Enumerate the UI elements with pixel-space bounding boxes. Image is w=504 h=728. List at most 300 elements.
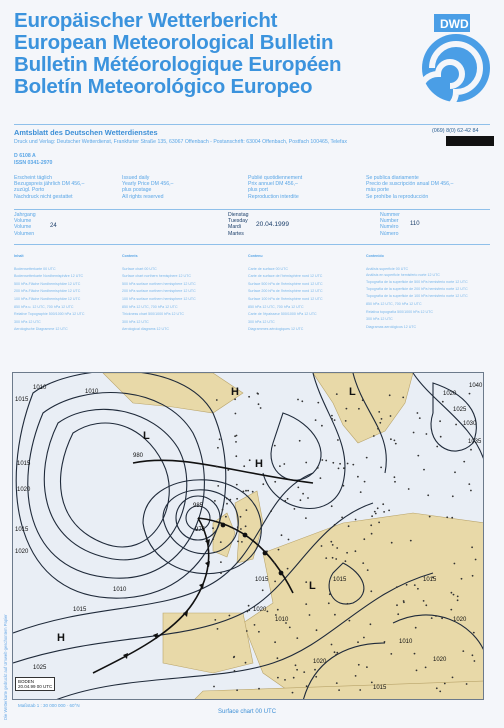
- pricing-fr: [248, 175, 302, 200]
- contents-item: Topografía de la superficie de 200 hPa hemisferio norte 12 UTC: [366, 287, 468, 292]
- station-dot: [237, 526, 239, 528]
- station-dot: [378, 411, 380, 413]
- day-label: Tuesday: [228, 218, 248, 225]
- station-dot: [214, 619, 216, 621]
- contents-item: Surface 500 hPa de l'hémisphère nord 12 UTC: [248, 281, 323, 286]
- station-dot: [235, 455, 237, 457]
- pricing-line: Reproduction interdite: [248, 193, 299, 200]
- contents-item: Aerologische Diagramme 12 UTC: [14, 327, 68, 332]
- station-dot: [472, 575, 474, 577]
- station-dot: [473, 632, 475, 634]
- station-dot: [283, 463, 285, 465]
- isobar: [61, 423, 170, 547]
- isobar-value-label: 1010: [85, 389, 99, 395]
- station-dot: [347, 603, 349, 605]
- station-dot: [394, 476, 396, 478]
- station-dot: [352, 464, 354, 466]
- station-dot: [425, 667, 427, 669]
- station-dot: [414, 653, 416, 655]
- station-dot: [306, 685, 308, 687]
- station-dot: [229, 615, 231, 617]
- number-label: Numéro: [380, 224, 399, 231]
- station-dot: [444, 683, 446, 685]
- station-dot: [457, 596, 459, 598]
- contents-item: 850 hPa u. 12 UTC, 700 hPa 12 UTC: [14, 304, 74, 309]
- station-dot: [245, 662, 247, 664]
- station-dot: [454, 471, 456, 473]
- station-dot: [472, 654, 474, 656]
- station-dot: [331, 505, 333, 507]
- station-dot: [357, 476, 359, 478]
- station-dot: [390, 438, 392, 440]
- station-dot: [390, 653, 392, 655]
- station-dot: [338, 689, 340, 691]
- pricing-line: Prix annuel DM 456,–: [248, 181, 298, 188]
- station-dot: [216, 399, 218, 401]
- station-dot: [470, 449, 472, 451]
- isobar-value-label: 1015: [15, 397, 29, 403]
- station-dot: [423, 600, 425, 602]
- station-dot: [334, 419, 336, 421]
- contents-item: Análisis en superficie hemisferio norte 12 UTC: [366, 273, 440, 278]
- station-dot: [279, 465, 281, 467]
- station-dot: [249, 459, 251, 461]
- station-dot: [258, 688, 260, 690]
- volume-label: Volumen: [14, 230, 35, 237]
- isobar-value-label: 1025: [453, 407, 467, 413]
- station-dot: [370, 623, 372, 625]
- pressure-center-label: L: [349, 386, 356, 398]
- map-graphic: [13, 373, 484, 700]
- station-dot: [470, 490, 472, 492]
- contents-item: 100 hPa-Fläche Nordhemisphäre 12 UTC: [14, 296, 81, 301]
- station-dot: [455, 424, 457, 426]
- station-dot: [247, 611, 249, 613]
- station-dot: [451, 592, 453, 594]
- station-dot: [277, 609, 279, 611]
- pricing-line: plus postage: [122, 187, 152, 194]
- station-dot: [258, 403, 260, 405]
- contents-item: 300 hPa 12 UTC: [14, 319, 41, 324]
- station-dot: [336, 393, 338, 395]
- station-dot: [463, 461, 465, 463]
- station-dot: [303, 671, 305, 673]
- station-dot: [475, 559, 477, 561]
- station-dot: [296, 637, 298, 639]
- pressure-center-label: L: [143, 430, 150, 442]
- station-dot: [270, 510, 272, 512]
- station-dot: [225, 516, 227, 518]
- station-dot: [307, 497, 309, 499]
- station-dot: [292, 692, 294, 694]
- station-dot: [317, 467, 319, 469]
- station-dot: [367, 569, 369, 571]
- isobar-value-label: 1015: [17, 461, 31, 467]
- contents-rule: [14, 244, 490, 245]
- station-dot: [446, 516, 448, 518]
- station-dot: [423, 469, 425, 471]
- station-dot: [329, 593, 331, 595]
- station-dot: [366, 666, 368, 668]
- station-dot: [346, 552, 348, 554]
- station-dot: [345, 560, 347, 562]
- station-dot: [278, 549, 280, 551]
- station-dot: [235, 441, 237, 443]
- occluded-front: [133, 460, 313, 483]
- station-dot: [417, 412, 419, 414]
- contents-item: Surface 100 hPa de l'hémisphère nord 12 UTC: [248, 296, 323, 301]
- station-dot: [416, 670, 418, 672]
- station-dot: [243, 491, 245, 493]
- issue-number: 110: [410, 221, 420, 227]
- station-dot: [226, 498, 228, 500]
- station-dot: [236, 484, 238, 486]
- station-dot: [297, 487, 299, 489]
- station-dot: [346, 408, 348, 410]
- station-dot: [410, 540, 412, 542]
- station-dot: [281, 534, 283, 536]
- station-dot: [325, 557, 327, 559]
- isobar-value-label: 1015: [333, 577, 347, 583]
- station-dot: [274, 641, 276, 643]
- station-dot: [375, 513, 377, 515]
- station-dot: [450, 609, 452, 611]
- isobar-value-label: 1020: [443, 391, 457, 397]
- isobar-value-label: 1015: [423, 577, 437, 583]
- station-dot: [236, 689, 238, 691]
- isobar-value-label: 1020: [433, 657, 447, 663]
- volume-label: Volume: [14, 224, 32, 231]
- station-dot: [403, 600, 405, 602]
- station-dot: [394, 481, 396, 483]
- pricing-line: Yearly Price DM 456,–: [122, 181, 174, 188]
- station-dot: [241, 541, 243, 543]
- pricing-en: [122, 175, 173, 200]
- station-dot: [240, 516, 242, 518]
- isobar-value-label: 1015: [15, 527, 29, 533]
- station-dot: [217, 628, 219, 630]
- station-dot: [213, 686, 215, 688]
- station-dot: [348, 525, 350, 527]
- pressure-center-label: H: [231, 386, 239, 398]
- station-dot: [389, 394, 391, 396]
- station-dot: [436, 687, 438, 689]
- station-dot: [220, 572, 222, 574]
- contents-item: 200 hPa surface northern hemisphere 12 UTC: [122, 289, 196, 294]
- isobar-value-label: 1020: [453, 617, 467, 623]
- station-dot: [336, 682, 338, 684]
- day-labels: [228, 212, 248, 237]
- station-dot: [461, 578, 463, 580]
- station-dot: [246, 509, 248, 511]
- station-dot: [440, 436, 442, 438]
- station-dot: [362, 399, 364, 401]
- station-dot: [452, 495, 454, 497]
- station-dot: [378, 522, 380, 524]
- contents-block: [14, 253, 494, 349]
- station-dot: [358, 408, 360, 410]
- contents-item: 500 hPa surface northern hemisphere 12 UTC: [122, 281, 196, 286]
- contents-item: Surface chart northern hemisphere 12 UTC: [122, 274, 191, 279]
- header-rule: [14, 124, 490, 125]
- station-dot: [359, 689, 361, 691]
- station-dot: [363, 538, 365, 540]
- station-dot: [396, 586, 398, 588]
- station-dot: [266, 550, 268, 552]
- station-dot: [402, 397, 404, 399]
- isobar-value-label: 1010: [399, 639, 413, 645]
- isobar-value-label: 985: [193, 503, 204, 509]
- station-dot: [381, 418, 383, 420]
- isobar-value-label: 1035: [468, 439, 482, 445]
- station-dot: [382, 503, 384, 505]
- station-dot: [334, 651, 336, 653]
- volume-label: Jahrgang: [14, 212, 36, 218]
- isobar-value-label: 1020: [253, 607, 267, 613]
- contents-item: Bodenwetterkarte 00 UTC: [14, 266, 56, 271]
- station-dot: [371, 533, 373, 535]
- isobar-value-label: 1015: [73, 607, 87, 613]
- station-dot: [321, 425, 323, 427]
- surface-weather-map: [12, 372, 484, 700]
- station-dot: [267, 611, 269, 613]
- isobar-value-label: 975: [195, 527, 206, 533]
- station-dot: [309, 614, 311, 616]
- amtsblatt-heading: Amtsblatt des Deutschen Wetterdienstes: [14, 128, 158, 137]
- pricing-line: Publié quotidiennement: [248, 175, 303, 181]
- station-dot: [343, 467, 345, 469]
- station-dot: [294, 508, 296, 510]
- station-dot: [274, 445, 276, 447]
- station-dot: [462, 650, 464, 652]
- station-dot: [339, 463, 341, 465]
- map-caption: Surface chart 00 UTC: [218, 709, 277, 715]
- contents-item: 300 hPa 12 UTC: [248, 319, 275, 324]
- pricing-rule: [14, 209, 490, 210]
- station-dot: [289, 627, 291, 629]
- warm-front-semicircle: [243, 533, 248, 538]
- pricing-line: Nachdruck nicht gestattet: [14, 193, 73, 200]
- station-dot: [427, 494, 429, 496]
- contents-item: 200 hPa-Fläche Nordhemisphäre 12 UTC: [14, 289, 81, 294]
- contents-item: 850 hPa 12 UTC, 700 hPa 12 UTC: [248, 304, 304, 309]
- ireland: [213, 513, 235, 557]
- station-dot: [334, 524, 336, 526]
- issue-date: 20.04.1999: [256, 221, 290, 228]
- station-dot: [262, 483, 264, 485]
- station-dot: [287, 498, 289, 500]
- pricing-line: más porte: [366, 187, 390, 194]
- station-dot: [331, 418, 333, 420]
- station-dot: [275, 614, 277, 616]
- station-dot: [336, 547, 338, 549]
- contents-item: Carte de surface de l'hémisphère nord 12 UTC: [248, 274, 323, 279]
- station-dot: [247, 490, 249, 492]
- station-dot: [284, 679, 286, 681]
- station-dot: [299, 440, 301, 442]
- map-stamp: [15, 677, 55, 691]
- number-label: Number: [380, 218, 399, 225]
- contents-item: Análisis superficie 00 UTC: [366, 266, 409, 271]
- contents-es: [366, 253, 491, 332]
- station-dot: [439, 691, 441, 693]
- contents-item: Surface chart 00 UTC: [122, 266, 157, 271]
- station-dot: [277, 657, 279, 659]
- number-labels: [380, 212, 400, 237]
- station-dot: [441, 617, 443, 619]
- title-en: European Meteorological Bulletin: [14, 31, 334, 54]
- station-dot: [394, 440, 396, 442]
- station-dot: [379, 422, 381, 424]
- station-dot: [335, 558, 337, 560]
- contents-de: [14, 253, 84, 334]
- station-dot: [406, 584, 408, 586]
- contents-item: Aerological diagrams 12 UTC: [122, 327, 169, 332]
- station-dot: [236, 498, 238, 500]
- contents-item: Thickness chart 500/1000 hPa 12 UTC: [122, 312, 184, 317]
- pricing-line: Erscheint täglich: [14, 175, 53, 181]
- pricing-de: [14, 175, 84, 200]
- volume-label: Volume: [14, 218, 32, 225]
- station-dot: [466, 683, 468, 685]
- station-dot: [320, 477, 322, 479]
- station-dot: [302, 493, 304, 495]
- contents-item: Bodenwetterkarte Nordhemisphäre 12 UTC: [14, 274, 84, 279]
- phone-number: (069) 8(0) 62-42 84: [432, 128, 479, 134]
- station-dot: [235, 413, 237, 415]
- pricing-line: Precio de suscripción anual DM 456,–: [366, 181, 454, 188]
- station-dot: [305, 581, 307, 583]
- side-note: Die Wetterkarte gedruckt auf Umwelt-geschontem Papier: [3, 614, 8, 720]
- station-dot: [287, 568, 289, 570]
- title-es: Boletín Meteorológico Europeo: [14, 75, 313, 98]
- contents-item: Topografía de la superficie de 100 hPa hemisferio norte 12 UTC: [366, 294, 468, 299]
- contents-item: Topografía de la superficie de 500 hPa hemisferio norte 12 UTC: [366, 280, 468, 285]
- station-dot: [439, 420, 441, 422]
- pressure-center-label: L: [309, 580, 316, 592]
- day-label: Mardi: [228, 224, 241, 231]
- contents-item: Carte de l'épaisseur 500/1000 hPa 12 UTC: [248, 312, 317, 317]
- volume-labels: [14, 212, 36, 237]
- contents-item: 500 hPa-Fläche Nordhemisphäre 12 UTC: [14, 281, 81, 286]
- station-dot: [284, 500, 286, 502]
- station-dot: [245, 490, 247, 492]
- station-dot: [414, 584, 416, 586]
- day-label: Dienstag: [228, 212, 249, 218]
- map-scale: Maßstab 1 : 30 000 000 · 60°N: [18, 703, 80, 708]
- isobar-value-label: 980: [133, 453, 144, 459]
- isobar-value-label: 1010: [275, 617, 289, 623]
- isobar-value-label: 1010: [113, 587, 127, 593]
- scandinavia: [313, 373, 413, 443]
- contents-item: Carte de surface 00 UTC: [248, 266, 288, 271]
- station-dot: [336, 652, 338, 654]
- station-dot: [341, 517, 343, 519]
- station-dot: [471, 546, 473, 548]
- station-dot: [374, 511, 376, 513]
- station-dot: [442, 401, 444, 403]
- pricing-line: Se publica diariamente: [366, 175, 419, 181]
- contents-item: Diagrammes aérologiques 12 UTC: [248, 327, 304, 332]
- station-dot: [314, 669, 316, 671]
- station-dot: [384, 641, 386, 643]
- station-dot: [234, 398, 236, 400]
- station-dot: [425, 604, 427, 606]
- station-dot: [217, 485, 219, 487]
- station-dot: [262, 589, 264, 591]
- great-britain: [235, 491, 263, 563]
- station-dot: [220, 541, 222, 543]
- station-dot: [301, 400, 303, 402]
- contents-item: 300 hPa 12 UTC: [366, 317, 393, 322]
- station-dot: [293, 677, 295, 679]
- station-dot: [328, 602, 330, 604]
- pricing-line: Bezugspreis jährlich DM 456,–: [14, 181, 85, 188]
- station-dot: [300, 499, 302, 501]
- isobar-value-label: 1020: [15, 549, 29, 555]
- station-dot: [332, 462, 334, 464]
- station-dot: [364, 481, 366, 483]
- pricing-line: Se prohíbe la reproducción: [366, 193, 429, 200]
- station-dot: [451, 517, 453, 519]
- title-fr: Bulletin Météorologique Européen: [14, 53, 342, 76]
- pressure-center-label: H: [255, 458, 263, 470]
- station-dot: [453, 594, 455, 596]
- station-dot: [362, 562, 364, 564]
- station-dot: [234, 670, 236, 672]
- station-dot: [370, 524, 372, 526]
- station-dot: [321, 459, 323, 461]
- station-dot: [297, 399, 299, 401]
- number-label: Nummer: [380, 212, 400, 218]
- station-dot: [260, 407, 262, 409]
- station-dot: [338, 468, 340, 470]
- station-dot: [254, 624, 256, 626]
- station-dot: [366, 457, 368, 459]
- station-dot: [332, 544, 334, 546]
- continental-europe: [243, 513, 484, 700]
- station-dot: [317, 402, 319, 404]
- contents-en: [122, 253, 196, 334]
- station-dot: [390, 415, 392, 417]
- station-dot: [469, 393, 471, 395]
- station-dot: [222, 509, 224, 511]
- station-dot: [383, 511, 385, 513]
- dwd-logo: [416, 8, 498, 108]
- station-dot: [248, 609, 250, 611]
- contents-fr: [248, 253, 323, 334]
- pricing-line: zuzügl. Porto: [14, 187, 45, 194]
- station-dot: [296, 669, 298, 671]
- publisher-address: Druck und Verlag: Deutscher Wetterdienst, Frankfurter Straße 135, 63067 Offenbach - Postanschrift: 63004 Offenbach, Postfach 100465, Telefax: [14, 139, 347, 145]
- station-dot: [388, 510, 390, 512]
- station-dot: [248, 605, 250, 607]
- station-dot: [288, 539, 290, 541]
- station-dot: [457, 599, 459, 601]
- contents-item: 850 hPa 12 UTC, 700 hPa 12 UTC: [366, 302, 422, 307]
- station-dot: [330, 541, 332, 543]
- isobar: [44, 409, 186, 559]
- station-dot: [360, 491, 362, 493]
- isobar-value-label: 1040: [469, 383, 483, 389]
- contents-heading: Contents: [122, 254, 138, 258]
- isobar: [28, 393, 205, 579]
- warm-front-semicircle: [279, 571, 284, 576]
- station-dot: [248, 396, 250, 398]
- isobar-value-label: 1025: [33, 665, 47, 671]
- station-dot: [277, 677, 279, 679]
- isobar-value-label: 1030: [463, 421, 477, 427]
